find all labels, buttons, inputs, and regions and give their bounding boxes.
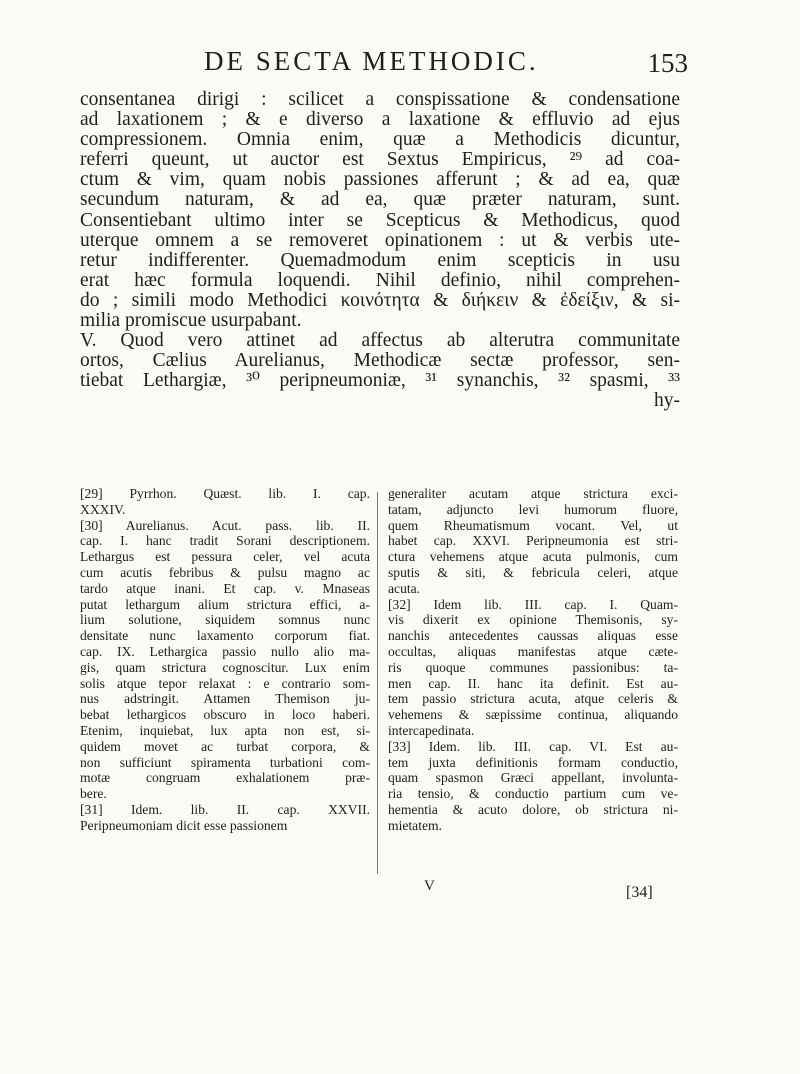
- text-line: tiebat Lethargiæ, ³⁰ peripneumoniæ, ³¹ synanchis, ³² spasmi, ³³: [80, 370, 680, 392]
- footnote-line: mietatem.: [388, 817, 442, 833]
- text-line: compressionem. Omnia enim, quæ a Methodicis dicuntur,: [80, 129, 680, 151]
- footnote-line: acuta.: [388, 580, 421, 596]
- text-line: hy-: [654, 390, 680, 412]
- footnote-line: quam spasmon Græci appellant, involunta-: [388, 770, 678, 786]
- footnote-line: [29] Pyrrhon. Quæst. lib. I. cap.: [80, 486, 370, 501]
- footnote-line: quidem movet ac turbat corpora, &: [80, 738, 370, 754]
- footnote-line: putat lethargum alium strictura effici, a-: [80, 596, 370, 612]
- column-divider: [377, 492, 378, 874]
- text-line: consentanea dirigi : scilicet a conspissatione & condensatione: [80, 89, 680, 110]
- text-line: ad laxationem ; & e diverso a laxatione & effluvio ad ejus: [80, 109, 680, 131]
- main-text-block: [80, 90, 680, 412]
- text-line: uterque omnem a se removeret opinationem : ut & verbis ute-: [80, 229, 680, 251]
- text-line: erat hæc formula loquendi. Nihil definio, nihil comprehen-: [80, 269, 680, 291]
- footnote-line: bere.: [80, 786, 107, 802]
- footnote-line: [31] Idem. lib. II. cap. XXVII.: [80, 801, 370, 817]
- text-line: Consentiebant ultimo inter se Scepticus & Methodicus, quod: [80, 209, 680, 231]
- footnote-line: lium solutione, siquidem somnus nunc: [80, 612, 370, 628]
- footnote-line: cum acutis febribus & pulsu magno ac: [80, 564, 370, 580]
- footnote-line: vehemens & sæpissime continua, aliquando: [388, 707, 678, 723]
- page-number: 153: [647, 48, 688, 78]
- footnote-line: bebat lethargicos obscuro in loco haberi.: [80, 707, 370, 723]
- footnote-line: cap. IX. Lethargica passio nullo alio ma-: [80, 643, 370, 659]
- footnote-line: [30] Aurelianus. Acut. pass. lib. II.: [80, 517, 370, 533]
- footnotes: [80, 486, 680, 886]
- footnote-line: tardo atque inani. Et cap. v. Mnaseas: [80, 580, 370, 596]
- footnote-line: ris quoque communes passionibus: ta-: [388, 659, 678, 675]
- footnote-line: ria tensio, & conductio partium cum ve-: [388, 786, 678, 802]
- footnote-line: habet cap. XXVI. Peripneumonia est stri-: [388, 533, 678, 549]
- footnote-line: motæ congruam exhalationem præ-: [80, 770, 370, 786]
- footnote-line: Etenim, inquiebat, lux apta non est, si-: [80, 722, 370, 738]
- footnote-line: cap. I. hanc tradit Sorani descriptionem.: [80, 533, 370, 549]
- footnote-line: occultas, aliquas manifestas atque cæte-: [388, 643, 678, 659]
- footnote-line: [33] Idem. lib. III. cap. VI. Est au-: [388, 738, 678, 754]
- page-header: [84, 46, 688, 82]
- text-line: retur indifferenter. Quemadmodum enim scepticis in usu: [80, 249, 680, 271]
- footnote-line: nanchis antecedentes caussas aliquas esse: [388, 628, 678, 644]
- text-line: milia promiscue usurpabant.: [80, 310, 302, 332]
- footnote-line: quem Rheumatismum vocant. Vel, ut: [388, 517, 678, 533]
- footnote-line: Lethargus est pessura celer, vel acuta: [80, 549, 370, 565]
- text-line: referri queunt, ut auctor est Sextus Empiricus, ²⁹ ad coa-: [80, 149, 680, 171]
- footnote-line: generaliter acutam atque strictura exci-: [388, 486, 678, 501]
- footnote-line: vis dixerit ex opinione Themisonis, sy-: [388, 612, 678, 628]
- footnotes-left-column: [80, 486, 370, 834]
- footnote-line: men cap. II. hanc ita definit. Est au-: [388, 675, 678, 691]
- running-title: DE SECTA METHODIC.: [204, 46, 539, 76]
- footnote-line: tem juxta definitionis formam conductio,: [388, 754, 678, 770]
- footnote-line: XXXIV.: [80, 501, 126, 517]
- catchword: V: [424, 878, 435, 894]
- footnote-line: gis, quam strictura cognoscitur. Lux enim: [80, 659, 370, 675]
- footnote-line: hementia & acuto dolore, ob strictura ni-: [388, 801, 678, 817]
- footnote-line: densitate nunc laxamento corporum fiat.: [80, 628, 370, 644]
- footnote-line: non sufficiunt spiramenta turbationi com-: [80, 754, 370, 770]
- footnote-line: nus adstringit. Attamen Themison ju-: [80, 691, 370, 707]
- text-line: do ; simili modo Methodici κοινότητα & διήκειν & ἐδείξιν, & si-: [80, 289, 680, 311]
- footnote-line: [32] Idem lib. III. cap. I. Quam-: [388, 596, 678, 612]
- signature-mark: [34]: [626, 884, 653, 901]
- text-line: V. Quod vero attinet ad affectus ab alterutra communitate: [80, 330, 680, 352]
- text-line: ctum & vim, quam nobis passiones afferunt ; & ad ea, quæ: [80, 169, 680, 191]
- footnote-line: ctura vehemens atque acuta pulmonis, cum: [388, 549, 678, 565]
- footnote-line: Peripneumoniam dicit esse passionem: [80, 817, 288, 833]
- footnote-line: intercapedinata.: [388, 722, 475, 738]
- footnotes-right-column: [388, 486, 678, 834]
- footnote-line: tatam, adjuncto levi humorum fluore,: [388, 501, 678, 517]
- text-line: secundum naturam, & ad ea, quæ præter naturam, sunt.: [80, 189, 680, 211]
- footnote-line: sputis & siti, & febricula celeri, atque: [388, 564, 678, 580]
- text-line: ortos, Cælius Aurelianus, Methodicæ sectæ professor, sen-: [80, 350, 680, 372]
- footnote-line: tem passio strictura acuta, atque celeris &: [388, 691, 678, 707]
- footnote-line: solis atque tepor relaxat : e contrario som-: [80, 675, 370, 691]
